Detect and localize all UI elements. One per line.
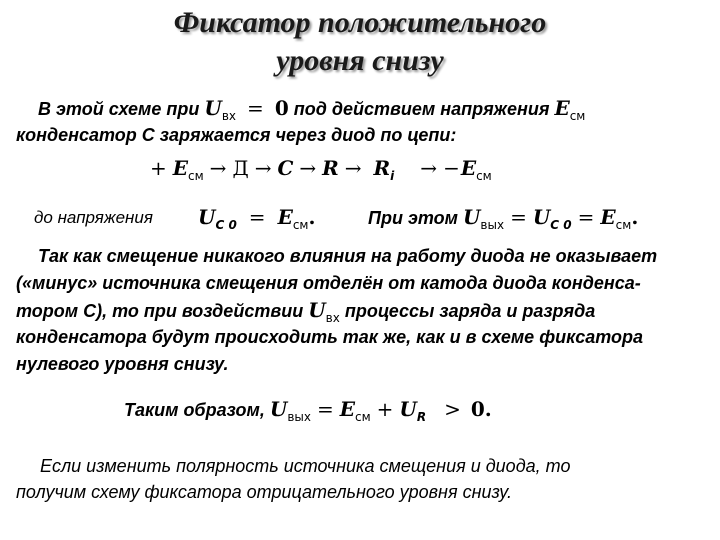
e-bias-symbol: E <box>554 96 570 120</box>
paragraph-4-line-2: получим схему фиксатора отрицательного уровня снизу. <box>16 482 513 502</box>
chain-plus: + <box>150 156 167 180</box>
p2-equals-3: = <box>577 205 595 229</box>
charge-path-formula <box>150 157 492 187</box>
chain-minus: − <box>443 156 460 180</box>
chain-capacitor: C <box>277 156 294 180</box>
u-in-symbol: U <box>204 96 222 120</box>
uc0-subscript: C 0 <box>215 218 237 232</box>
p2-equals-2: = <box>510 205 527 229</box>
p2-e2: E <box>600 205 616 229</box>
paragraph-3-line-4: конденсатора будут происходить так же, как и в схеме фиксатора <box>16 327 644 347</box>
paragraph-1-line-2: конденсатор С заряжается через диод по цепи: <box>16 125 457 145</box>
paragraph-4-line-1: Если изменить полярность источника смещения и диода, то <box>40 456 571 476</box>
p3-line3-a: тором С), то при воздействии <box>16 301 304 321</box>
p3-line3-b: процессы заряда и разряда <box>344 301 596 321</box>
p3-u-in: U <box>308 298 326 322</box>
chain-ri-subscript: i <box>390 169 395 183</box>
chain-e1-subscript: см <box>188 169 204 183</box>
chain-e1: E <box>172 156 189 180</box>
paragraph-2-part-2 <box>368 206 638 236</box>
p2-dot-2: . <box>631 205 639 229</box>
chain-arrow-2: → <box>254 156 272 180</box>
conclusion-u-out-subscript: вых <box>287 410 311 424</box>
p2-e1-subscript: см <box>292 218 309 232</box>
conclusion-formula <box>124 398 492 428</box>
p2-text-a: до напряжения <box>34 208 153 227</box>
chain-ri: R <box>373 156 391 180</box>
conclusion-greater: > <box>444 397 461 421</box>
e-bias-subscript: см <box>569 109 586 123</box>
p1-text-b: под действием напряжения <box>293 99 550 119</box>
chain-e2-subscript: см <box>476 169 492 183</box>
chain-e2: E <box>460 156 477 180</box>
conclusion-ur-subscript: R <box>416 410 427 424</box>
u-out-subscript: вых <box>480 218 505 232</box>
p2-text-b: При этом <box>368 208 458 228</box>
zero-value: 0 <box>274 96 289 120</box>
p1-text-a: В этой схеме при <box>38 99 200 119</box>
conclusion-text: Таким образом, <box>124 400 265 420</box>
paragraph-2-part-1 <box>34 206 153 229</box>
conclusion-zero: 0. <box>470 397 492 421</box>
p2-e1: E <box>277 205 293 229</box>
equals-sign: = <box>247 96 264 120</box>
chain-arrow-4: → <box>344 156 362 180</box>
p2-e2-subscript: см <box>615 218 632 232</box>
title-line-1: Фиксатор положительного <box>173 6 547 39</box>
p2-equals-1: = <box>248 205 266 229</box>
conclusion-u-out: U <box>269 397 288 421</box>
chain-arrow-3: → <box>299 156 317 180</box>
p3-u-in-subscript: вх <box>325 311 340 325</box>
paragraph-3-line-2: («минус» источника смещения отделён от катода диода конденса- <box>16 273 641 293</box>
p2-dot-1: . <box>308 205 316 229</box>
title-line-2: уровня снизу <box>276 44 444 77</box>
paragraph-3-line-5: нулевого уровня снизу. <box>16 354 229 374</box>
uc0-symbol: U <box>198 205 216 229</box>
paragraph-1-line-1 <box>38 97 585 127</box>
u-in-subscript: вх <box>221 109 237 123</box>
chain-resistor: R <box>322 156 339 180</box>
chain-diode: Д <box>232 156 249 180</box>
conclusion-e-subscript: см <box>355 410 371 424</box>
paragraph-3-line-1: Так как смещение никакого влияния на работу диода не оказывает <box>38 246 658 266</box>
u-out-symbol: U <box>462 205 481 229</box>
chain-arrow-5: → <box>420 156 438 180</box>
paragraph-2-formula-1 <box>198 206 315 236</box>
chain-arrow-1: → <box>209 156 227 180</box>
conclusion-ur: U <box>399 397 417 421</box>
p2-uc0-subscript: C 0 <box>550 218 572 232</box>
p2-uc0: U <box>532 205 551 229</box>
conclusion-equals: = <box>316 397 334 421</box>
paragraph-3-line-3 <box>16 299 595 329</box>
conclusion-plus: + <box>376 397 394 421</box>
conclusion-e: E <box>339 397 355 421</box>
